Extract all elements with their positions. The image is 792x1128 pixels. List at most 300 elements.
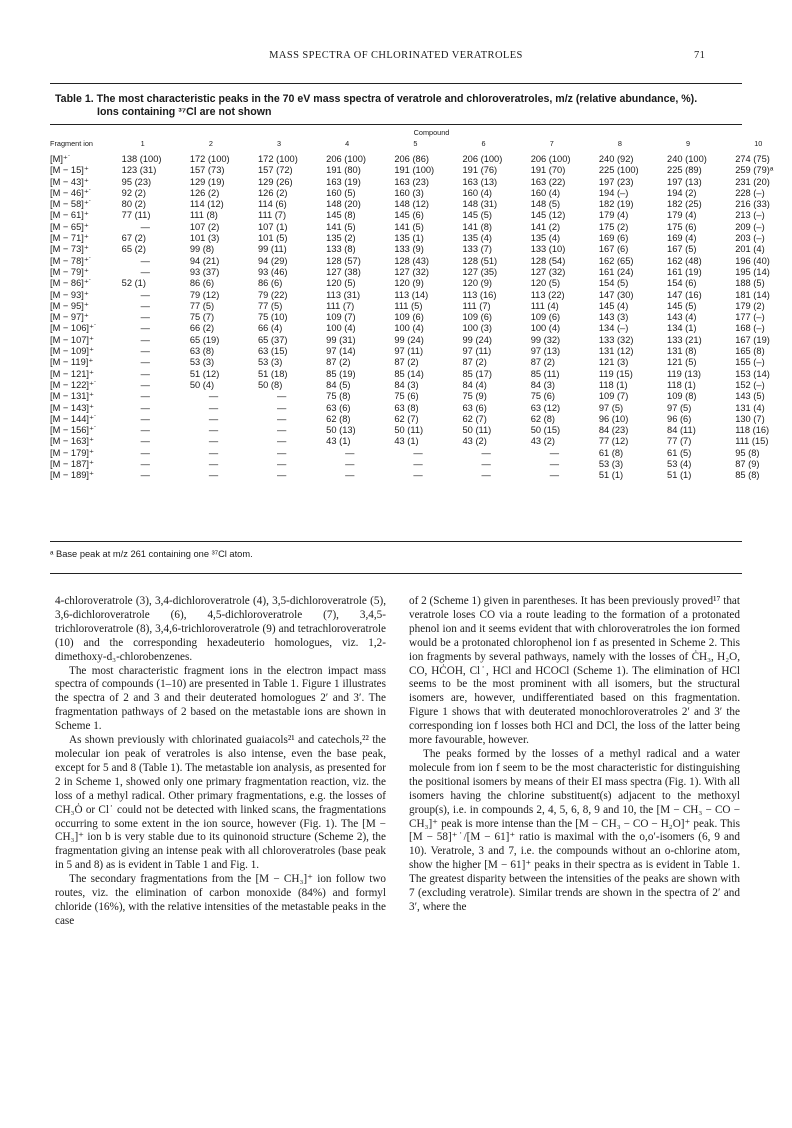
table-row	[50, 357, 792, 368]
table-cell: 43 (1)	[394, 436, 419, 447]
table-cell: 99 (24)	[462, 334, 492, 345]
table-cell: 43 (2)	[530, 436, 555, 447]
table-cell: 79 (12)	[189, 289, 220, 300]
fragment-ion-cell: [M − 86]⁺˙	[50, 278, 92, 289]
table-cell: 135 (1)	[394, 233, 424, 244]
table-cell: 209 (–)	[735, 221, 765, 232]
table-cell: —	[140, 425, 150, 436]
table-cell: —	[277, 436, 287, 447]
fragment-ion-cell: [M]⁺˙	[50, 154, 71, 164]
table-cell: 63 (8)	[189, 346, 215, 357]
table-cell: 66 (2)	[189, 323, 215, 334]
table-row	[50, 150, 792, 165]
table-cell: 206 (100)	[326, 154, 366, 164]
table-caption-line-1: Table 1. The most characteristic peaks in the 70 eV mass spectra of veratrole and chloroveratroles, m/z (relative abundance, %).	[55, 93, 698, 105]
table-cell: 84 (3)	[530, 379, 555, 390]
table-row	[50, 323, 792, 334]
table-cell: 133 (21)	[667, 334, 702, 345]
table-cell: 135 (2)	[326, 233, 356, 244]
table-cell: —	[140, 255, 150, 266]
table-cell: —	[140, 346, 150, 357]
table-cell: 168 (–)	[735, 323, 765, 334]
fragment-ion-cell: [M − 15]⁺	[50, 165, 89, 176]
table-cell: 157 (73)	[189, 165, 225, 176]
table-cell: 127 (35)	[462, 266, 498, 277]
fragment-ion-cell: [M − 107]⁺	[50, 334, 94, 345]
table-caption	[55, 93, 740, 119]
table-cell: 154 (5)	[598, 278, 629, 289]
fragment-ion-cell: [M − 65]⁺	[50, 221, 89, 232]
fragment-ion-cell: [M − 97]⁺	[50, 312, 89, 323]
table-cell: 133 (9)	[394, 244, 424, 255]
table-row	[50, 380, 792, 391]
column-header: 3	[277, 139, 282, 148]
fragment-ion-cell: [M − 71]⁺	[50, 233, 89, 244]
table-cell: 107 (2)	[189, 221, 220, 232]
table-cell: —	[481, 447, 491, 458]
table-cell: 161 (24)	[598, 266, 634, 277]
table-row	[50, 188, 792, 199]
table-cell: 93 (46)	[258, 266, 288, 277]
table-cell: 240 (100)	[667, 154, 707, 164]
fragment-ion-cell: [M − 144]⁺˙	[50, 413, 98, 424]
table-cell: 145 (12)	[530, 210, 566, 221]
table-cell: —	[208, 413, 219, 424]
fragment-ion-cell: [M − 46]⁺˙	[50, 187, 92, 198]
running-title: MASS SPECTRA OF CHLORINATED VERATROLES	[269, 50, 523, 61]
table-cell: 101 (3)	[189, 233, 220, 244]
table-cell: —	[481, 470, 491, 481]
table-cell: 206 (86)	[394, 154, 429, 164]
column-header: 1	[140, 139, 145, 148]
table-cell: 92 (2)	[121, 187, 146, 198]
table-cell: 127 (32)	[394, 266, 429, 277]
table-cell: 84 (23)	[598, 425, 629, 436]
table-cell: 51 (1)	[598, 470, 624, 481]
table-cell: 119 (13)	[667, 368, 701, 379]
table-cell: —	[549, 459, 559, 470]
table-cell: 66 (4)	[258, 323, 283, 334]
table-cell: 167 (5)	[667, 244, 697, 255]
fragment-ion-cell: [M − 78]⁺˙	[50, 255, 92, 266]
table-cell: 77 (11)	[121, 210, 151, 221]
paragraph: As shown previously with chlorinated guaiacols²¹ and catechols,²² the molecular ion peak of veratroles is also intense, even the base peak, except for 5 and 8 (Table 1). The metastable ion analysis, as presented for 2 in Scheme 1, showed only one primary fragmentation reaction, viz. the loss of a methyl radical. Other primary fragmentations, e.g. the losses of CH₃Ȯ or Cl˙ could not be detected with linked scans, the fragmentations occurring to some extent in the ion source, however (Fig. 1). The [M − CH₃]⁺ ion b is very stable due to its quinonoid structure (Scheme 2), the fragmentation giving an intense peak with all chloroveratroles (base peak in 5 and 8) as is evident in Table 1 and Fig. 1.	[55, 734, 386, 872]
table-cell: —	[140, 459, 150, 470]
table-cell: 201 (4)	[735, 244, 765, 255]
table-cell: —	[208, 447, 219, 458]
table-cell: 118 (1)	[667, 379, 696, 390]
table-cell: 196 (40)	[735, 255, 770, 266]
table-cell: 163 (23)	[394, 176, 429, 187]
table-cell: 138 (100)	[121, 154, 162, 164]
table-cell: 191 (80)	[326, 165, 361, 176]
table-cell: —	[277, 447, 287, 458]
table-cell: —	[208, 436, 219, 447]
table-cell: 154 (6)	[667, 278, 697, 289]
fragment-ion-cell: [M − 95]⁺	[50, 300, 89, 311]
paragraph: The most characteristic fragment ions in the electron impact mass spectra of compounds (1–10) are presented in Table 1. Figure 1 illustrates the spectra of 2 and 3 and their deuterated homologues 2′ and 3′. The fragmentation pathways of 2 based on the metastable ions are shown in Scheme 1.	[55, 664, 386, 733]
table-cell: 194 (2)	[667, 187, 697, 198]
column-header: 5	[413, 139, 418, 148]
table-cell: 61 (8)	[598, 447, 624, 458]
table-cell: 152 (–)	[735, 379, 765, 390]
table-cell: 179 (4)	[667, 210, 697, 221]
table-cell: 87 (2)	[462, 357, 487, 368]
table-cell: —	[140, 379, 150, 390]
table-cell: 63 (6)	[326, 402, 351, 413]
table-cell: 95 (8)	[735, 447, 760, 458]
table-cell: 99 (11)	[258, 244, 287, 255]
table-cell: 163 (19)	[326, 176, 361, 187]
table-cell: —	[140, 289, 150, 300]
table-row	[50, 222, 792, 233]
table-cell: 128 (57)	[326, 255, 361, 266]
table-cell: 87 (2)	[530, 357, 555, 368]
table-cell: 141 (2)	[530, 221, 561, 232]
table-cell: —	[208, 402, 219, 413]
fragment-ion-cell: [M − 61]⁺	[50, 210, 89, 221]
table-cell: 63 (15)	[258, 346, 288, 357]
table-cell: 228 (–)	[735, 187, 765, 198]
fragment-ion-cell: [M − 122]⁺˙	[50, 379, 98, 390]
table-cell: 216 (33)	[735, 199, 770, 210]
table-cell: 182 (25)	[667, 199, 702, 210]
table-cell: —	[140, 447, 150, 458]
table-cell: 113 (22)	[530, 289, 565, 300]
table-cell: 113 (16)	[462, 289, 497, 300]
column-header: 9	[686, 139, 691, 148]
fragment-ion-cell: [M − 131]⁺	[50, 391, 94, 402]
table-cell: 118 (1)	[598, 379, 628, 390]
table-cell: 85 (14)	[394, 368, 424, 379]
column-header: 2	[208, 139, 213, 148]
table-row	[50, 335, 792, 346]
table-cell: 145 (6)	[394, 210, 424, 221]
table-cell: 119 (15)	[598, 368, 633, 379]
table-cell: 53 (4)	[667, 459, 692, 470]
table-cell: 129 (26)	[258, 176, 293, 187]
table-cell: —	[413, 459, 423, 470]
table-cell: 133 (32)	[598, 334, 634, 345]
table-cell: 203 (–)	[735, 233, 765, 244]
table-cell: 75 (8)	[326, 391, 351, 402]
table-cell: 157 (72)	[258, 165, 293, 176]
table-cell: 99 (31)	[326, 334, 356, 345]
table-cell: 97 (5)	[667, 402, 692, 413]
table-cell: 131 (4)	[735, 402, 765, 413]
table-cell: 133 (7)	[462, 244, 492, 255]
table-cell: 225 (89)	[667, 165, 702, 176]
table-cell: 107 (1)	[258, 221, 288, 232]
table-cell: 147 (16)	[667, 289, 702, 300]
table-cell: 141 (5)	[326, 221, 356, 232]
table-cell: 62 (8)	[326, 413, 351, 424]
table-cell: 50 (11)	[394, 425, 424, 436]
table-cell: 109 (6)	[394, 312, 424, 323]
table-cell: 100 (4)	[326, 323, 356, 334]
table-cell: —	[345, 447, 355, 458]
table-cell: 84 (11)	[667, 425, 696, 436]
table-cell: 51 (1)	[667, 470, 692, 481]
table-cell: 62 (7)	[462, 413, 487, 424]
table-row	[50, 278, 792, 289]
table-cell: 94 (21)	[189, 255, 220, 266]
table-cell: 167 (6)	[598, 244, 629, 255]
fragment-ion-cell: [M − 73]⁺	[50, 244, 89, 255]
paragraph: 4-chloroveratrole (3), 3,4-dichloroveratrole (4), 3,5-dichloroveratrole (5), 3,6-dichloroveratrole (6), 4,5-dichloroveratrole (7), 3,4,5-trichloroveratrole (8), 3,4,6-trichloroveratrole (9) and tetrachloroveratrole (10) and the corresponding hexadeuterio homologues, viz. 1,2-dimethoxy-d₃-chlorobenzenes.	[55, 595, 386, 663]
table-cell: 111 (5)	[394, 300, 423, 311]
table-body	[50, 150, 792, 482]
table-cell: 128 (43)	[394, 255, 429, 266]
compound-header: Compound	[413, 128, 450, 137]
table-cell: 126 (2)	[258, 187, 288, 198]
table-cell: 97 (11)	[462, 346, 492, 357]
table-cell: 133 (8)	[326, 244, 356, 255]
table-cell: 87 (2)	[394, 357, 419, 368]
table-cell: 111 (7)	[258, 210, 287, 221]
table-cell: —	[345, 470, 355, 481]
table-cell: —	[140, 402, 150, 413]
table-cell: —	[413, 470, 423, 481]
table-cell: 143 (4)	[667, 312, 697, 323]
table-cell: 109 (8)	[667, 391, 697, 402]
table-cell: —	[413, 447, 423, 458]
table-top-rule	[50, 124, 742, 125]
table-cell: 111 (8)	[189, 210, 218, 221]
table-cell: 53 (3)	[189, 357, 215, 368]
table-cell: 167 (19)	[735, 334, 770, 345]
table-cell: 87 (9)	[735, 459, 760, 470]
table-row	[50, 459, 792, 470]
table-cell: —	[140, 413, 150, 424]
table-cell: 206 (100)	[530, 154, 571, 164]
fragment-ion-cell: [M − 58]⁺˙	[50, 199, 92, 210]
table-cell: 84 (5)	[326, 379, 351, 390]
fragment-ion-cell: [M − 156]⁺˙	[50, 425, 98, 436]
table-row	[50, 199, 792, 210]
fragment-ion-cell: [M − 163]⁺	[50, 436, 94, 447]
table-cell: 191 (70)	[530, 165, 566, 176]
table-group-header-row	[50, 128, 792, 138]
table-cell: 177 (–)	[735, 312, 765, 323]
table-cell: 53 (3)	[598, 459, 624, 470]
table-cell: 85 (19)	[326, 368, 356, 379]
table-cell: 130 (7)	[735, 413, 765, 424]
table-cell: 163 (22)	[530, 176, 566, 187]
table-cell: 99 (8)	[189, 244, 215, 255]
table-cell: 128 (54)	[530, 255, 566, 266]
table-cell: 161 (19)	[667, 266, 702, 277]
table-cell: 75 (6)	[530, 391, 555, 402]
table-cell: 95 (23)	[121, 176, 152, 187]
table-cell: —	[208, 470, 219, 481]
table-row	[50, 290, 792, 301]
table-cell: 97 (11)	[394, 346, 424, 357]
table-cell: —	[140, 334, 150, 345]
column-header: 4	[345, 139, 350, 148]
table-cell: 97 (13)	[530, 346, 561, 357]
table-cell: 175 (6)	[667, 221, 697, 232]
table-cell: 162 (48)	[667, 255, 702, 266]
table-cell: 148 (20)	[326, 199, 361, 210]
paragraph: The peaks formed by the losses of a methyl radical and a water molecule from ion f seem to be the most characteristic for distinguishing the positional isomers by means of their EI mass spectra (Fig. 1). With all isomers having the chlorine substituent(s) adjacent to the methoxyl group(s), i.e. in compounds 2, 4, 5, 6, 8, 9 and 10, the [M − CH₃ − CO − CH₃]⁺ peak is more intense than the [M − CH₃ − CO − H₂O]⁺ peak. This [M − 58]⁺˙/[M − 61]⁺ ratio is maximal with the o,o′-isomers (6, 9 and 10). Veratrole, 3 and 7, i.e. the compounds without an o-chlorine atom, show the higher [M − 61]⁺ peaks in their spectra as is evident in Table 1. The greatest disparity between the intensities of the peaks are shown with 7 (excluding veratrole). Similar trends are shown in the spectra of 2′ and 3′, where the	[409, 747, 740, 913]
table-cell: 197 (13)	[667, 176, 702, 187]
table-cell: 101 (5)	[258, 233, 288, 244]
table-cell: 145 (5)	[667, 300, 697, 311]
table-row	[50, 391, 792, 402]
right-column	[409, 595, 740, 915]
table-cell: 114 (6)	[258, 199, 287, 210]
table-cell: 206 (100)	[462, 154, 503, 164]
fragment-ion-cell: [M − 119]⁺	[50, 357, 94, 368]
table-row	[50, 244, 792, 255]
table-cell: 126 (2)	[189, 187, 220, 198]
table-cell: 50 (11)	[462, 425, 492, 436]
table-cell: 120 (9)	[462, 278, 492, 289]
table-cell: 127 (32)	[530, 266, 566, 277]
table-row	[50, 369, 792, 380]
table-caption-line-2: Ions containing ³⁷Cl are not shown	[97, 106, 272, 118]
table-cell: —	[140, 221, 150, 232]
table-cell: 77 (7)	[667, 436, 692, 447]
table-cell: —	[140, 470, 150, 481]
table-row	[50, 403, 792, 414]
table-cell: 259 (79)ᵃ	[735, 165, 774, 176]
table-cell: 225 (100)	[598, 165, 639, 176]
table-cell: 143 (5)	[735, 391, 765, 402]
table-cell: —	[140, 312, 150, 323]
table-cell: 43 (1)	[326, 436, 351, 447]
fragment-ion-cell: [M − 179]⁺	[50, 447, 94, 458]
table-cell: 96 (6)	[667, 413, 692, 424]
table-cell: 182 (19)	[598, 199, 634, 210]
table-cell: 63 (6)	[462, 402, 487, 413]
fragment-ion-cell: [M − 109]⁺	[50, 346, 94, 357]
table-cell: 148 (12)	[394, 199, 429, 210]
table-cell: 111 (7)	[462, 300, 491, 311]
paragraph: of 2 (Scheme 1) given in parentheses. It has been previously proved¹⁷ that veratrole loses CO via a route leading to the formation of a protonated phenol ion and it seems evident that with chloroveratroles the ion formed would be a protonated chlorophenol ion f as presented in Scheme 2. This ion fragments by several pathways, namely with the losses of ĊH₃, H₂O, CO, HĊOH, Cl˙, HCl and HCOCl (Scheme 1). The elimination of HCl seems to be the most prominent with all isomers, but the structural isomers are, however, undifferentiated based on this fragmentation. Figure 1 shows that with deuterated monochloroveratroles 2′ and 3′ the corresponding ion f losses both HCl and DCl, the loss of the latter being more favourable, however.	[409, 595, 740, 747]
fragment-ion-cell: [M − 106]⁺˙	[50, 323, 98, 334]
table-cell: 63 (8)	[394, 402, 419, 413]
table-cell: 145 (4)	[598, 300, 629, 311]
table-cell: 43 (2)	[462, 436, 487, 447]
table-cell: —	[481, 459, 491, 470]
table-row	[50, 210, 792, 221]
table-cell: 93 (37)	[189, 266, 220, 277]
table-cell: 120 (9)	[394, 278, 424, 289]
table-cell: 80 (2)	[121, 199, 146, 210]
column-header: 8	[617, 139, 622, 148]
table-cell: 86 (6)	[258, 278, 283, 289]
table-cell: 53 (3)	[258, 357, 283, 368]
fragment-ion-cell: [M − 93]⁺	[50, 289, 89, 300]
table-cell: 100 (4)	[394, 323, 424, 334]
column-header: 7	[549, 139, 554, 148]
table-cell: —	[140, 323, 150, 334]
table-cell: —	[208, 459, 219, 470]
table-cell: 75 (10)	[258, 312, 288, 323]
table-cell: 163 (13)	[462, 176, 498, 187]
table-cell: 114 (12)	[189, 199, 224, 210]
table-cell: 169 (6)	[598, 233, 629, 244]
table-cell: 50 (4)	[189, 379, 215, 390]
table-cell: —	[140, 391, 150, 402]
table-cell: 96 (10)	[598, 413, 629, 424]
table-cell: 100 (3)	[462, 323, 492, 334]
table-cell: 50 (8)	[258, 379, 283, 390]
table-row	[50, 165, 792, 176]
table-cell: 160 (4)	[530, 187, 561, 198]
table-row	[50, 312, 792, 323]
table-cell: 153 (14)	[735, 368, 770, 379]
table-row	[50, 414, 792, 425]
table-cell: 87 (2)	[326, 357, 351, 368]
table-cell: 84 (3)	[394, 379, 419, 390]
table-cell: 231 (20)	[735, 176, 770, 187]
table-cell: 135 (4)	[462, 233, 492, 244]
paragraph: The secondary fragmentations from the [M − CH₃]⁺ ion follow two routes, viz. the elimination of carbon monoxide (84%) and formyl chloride (16%), with the relative intensities of the metastable peaks in the case	[55, 873, 386, 927]
table-row	[50, 436, 792, 447]
fragment-ion-cell: [M − 187]⁺	[50, 459, 94, 470]
table-cell: —	[140, 436, 150, 447]
section-rule	[50, 573, 742, 574]
column-header: 6	[481, 139, 486, 148]
table-cell: 145 (5)	[462, 210, 492, 221]
table-cell: 128 (51)	[462, 255, 498, 266]
table-cell: 50 (13)	[326, 425, 356, 436]
table-cell: 65 (37)	[258, 334, 288, 345]
table-cell: 75 (7)	[189, 312, 215, 323]
table-cell: 155 (–)	[735, 357, 765, 368]
table-cell: 195 (14)	[735, 266, 770, 277]
table-cell: 62 (7)	[394, 413, 419, 424]
table-cell: 111 (4)	[530, 300, 559, 311]
table-cell: 109 (6)	[462, 312, 492, 323]
fragment-ion-cell: [M − 43]⁺	[50, 176, 89, 187]
table-cell: 194 (–)	[598, 187, 629, 198]
table-cell: 85 (11)	[530, 368, 560, 379]
table-cell: 179 (4)	[598, 210, 629, 221]
table-cell: 148 (31)	[462, 199, 498, 210]
table-cell: 61 (5)	[667, 447, 692, 458]
table-cell: 109 (7)	[326, 312, 356, 323]
table-cell: 123 (31)	[121, 165, 157, 176]
table-cell: 165 (8)	[735, 346, 765, 357]
table-cell: 120 (5)	[326, 278, 356, 289]
table-cell: 75 (9)	[462, 391, 487, 402]
table-cell: 240 (92)	[598, 154, 634, 164]
table-cell: —	[277, 413, 287, 424]
table-cell: 172 (100)	[258, 154, 298, 164]
table-cell: 131 (8)	[667, 346, 697, 357]
table-cell: 191 (76)	[462, 165, 498, 176]
table-cell: —	[140, 357, 150, 368]
table-cell: 145 (8)	[326, 210, 356, 221]
table-cell: —	[277, 402, 287, 413]
table-cell: 148 (5)	[530, 199, 561, 210]
table-cell: 179 (2)	[735, 300, 765, 311]
table-cell: —	[140, 300, 150, 311]
top-rule	[50, 83, 742, 84]
table-bottom-rule	[50, 541, 742, 542]
table-cell: 67 (2)	[121, 233, 146, 244]
table-cell: 169 (4)	[667, 233, 697, 244]
table-cell: 121 (3)	[598, 357, 629, 368]
table-cell: —	[345, 459, 355, 470]
fragment-ion-cell: [M − 189]⁺	[50, 470, 94, 481]
table-cell: —	[208, 391, 219, 402]
fragment-ion-cell: [M − 143]⁺	[50, 402, 94, 413]
